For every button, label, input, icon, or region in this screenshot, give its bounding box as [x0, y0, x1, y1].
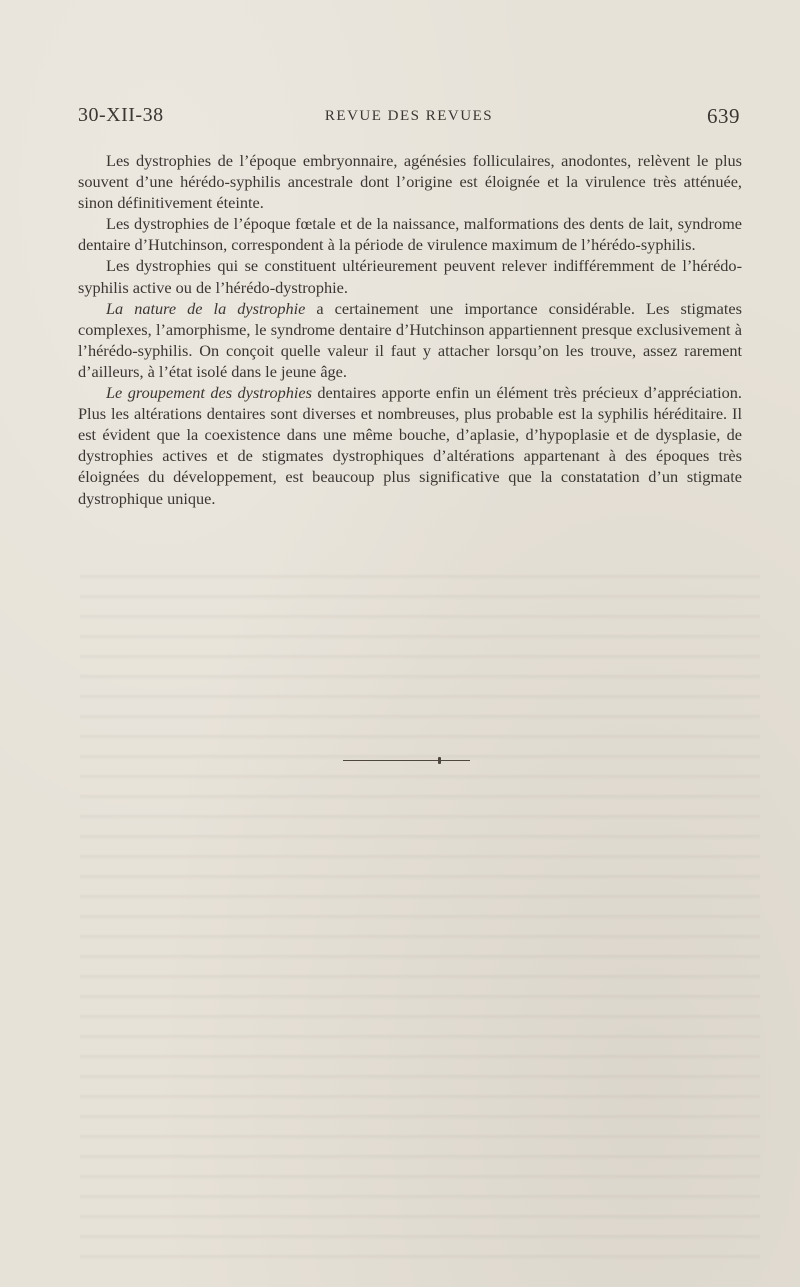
paragraph-3: Les dystrophies qui se constituent ultérieurement peuvent relever indifféremment de l’hérédo-syphilis active ou de l’hérédo-dystrophie. [78, 256, 742, 297]
paragraph-5-text: dentaires apporte enfin un élément très précieux d’appréciation. Plus les altérations dentaires sont diverses et nombreuses, plus probable est la syphilis héréditaire. Il est évident que la coexistence dans une même bouche, d’aplasie, d’hypoplasie et de dysplasie, de dystrophies actives et de stigmates dystrophiques d’altérations appartenant à des époques très éloignées du développement, est beaucoup plus significative que la constatation d’un stigmate dystrophique unique. [78, 383, 742, 508]
divider-ornament [438, 757, 441, 764]
body-text [78, 150, 742, 509]
section-divider [343, 760, 470, 761]
show-through-texture [80, 560, 760, 1260]
paragraph-2: Les dystrophies de l’époque fœtale et de la naissance, malformations des dents de lait, syndrome dentaire d’Hutchinson, correspondent à la période de virulence maximum de l’hérédo-syphilis. [78, 214, 742, 255]
paragraph-1: Les dystrophies de l’époque embryonnaire, agénésies folliculaires, anodontes, relèvent le plus souvent d’une hérédo-syphilis ancestrale dont l’origine est éloignée et la virulence très atténuée, sinon définitivement éteinte. [78, 151, 742, 213]
running-header [78, 104, 740, 132]
paragraph-4-text: a certainement une importance considérable. Les stigmates complexes, l’amorphisme, le syndrome dentaire d’Hutchinson appartiennent presque exclusivement à l’hérédo-syphilis. On conçoit quelle valeur il faut y attacher lorsqu’on les trouve, assez rarement d’ailleurs, à l’état isolé dans le jeune âge. [78, 298, 742, 381]
header-title: REVUE DES REVUES [324, 108, 494, 124]
paragraph-5-emphasis: Le groupement des dystrophies [106, 383, 312, 403]
paragraph-4-emphasis: La nature de la dystrophie [106, 298, 306, 318]
paragraph-5 [78, 382, 742, 509]
paragraph-4 [78, 298, 742, 382]
header-date: 30-XII-38 [78, 104, 164, 126]
page-number: 639 [707, 104, 740, 128]
